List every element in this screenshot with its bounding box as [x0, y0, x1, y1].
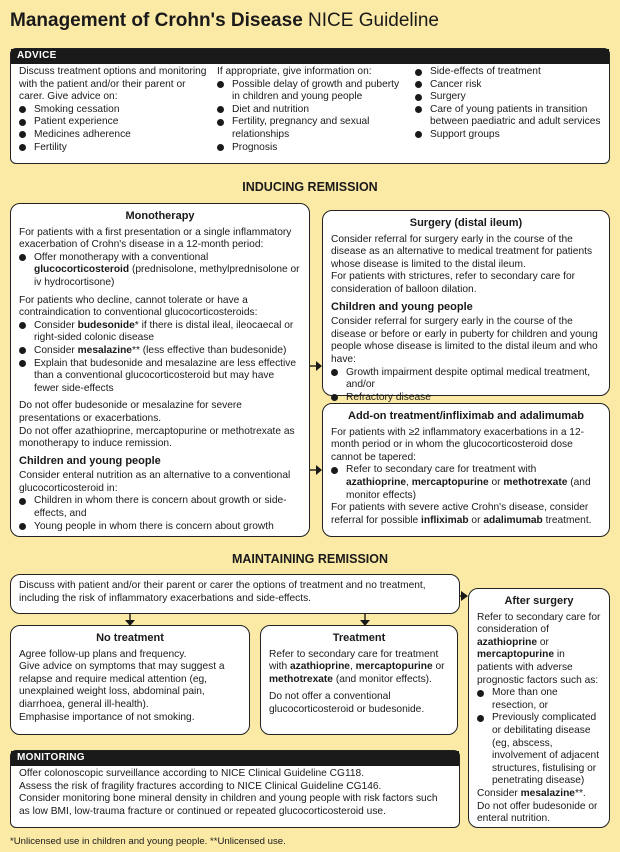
footnote: *Unlicensed use in children and young people. **Unlicensed use. [10, 836, 286, 847]
addon-p1: For patients with ≥2 inflammatory exacerbations in a 12-month period or in whom the glucocorticosteroid dose cannot be tapered: [331, 426, 585, 463]
list-item: Support groups [415, 129, 603, 142]
list-item: Fertility [19, 142, 209, 155]
title-main: Management of Crohn's Disease [10, 10, 303, 31]
mono-note-1: Do not offer budesonide or mesalazine for severe presentations or exacerbations. [19, 400, 242, 424]
addon-title: Add-on treatment/infliximab and adalimumab [348, 410, 584, 422]
list-item: Cancer risk [415, 79, 603, 92]
surgery-title: Surgery (distal ileum) [409, 217, 523, 229]
treatment-box [260, 625, 458, 735]
list-item: Patient experience [19, 116, 209, 129]
surgery-cyp-intro: Consider referral for surgery early in the course of the disease or before or early in puberty for children and young people whose disease is limited to the distal ileum and who have: [331, 316, 598, 365]
list-item: Smoking cessation [19, 104, 209, 117]
mono-intro: For patients with a first presentation or a single inflammatory exacerbation of Crohn's disease in a 12-month period: [19, 226, 292, 251]
list-item: Refractory disease [331, 392, 601, 405]
list-item: Offer monotherapy with a conventional glucocorticosteroid (prednisolone, methylprednisolone or iv hydrocortisone) [19, 252, 301, 290]
after-surgery-title: After surgery [504, 595, 574, 607]
monitoring-line: Consider monitoring bone mineral density in children and young people with risk factors such as low BMI, low-trauma fracture or continued or repeated glucocorticosteroid use. [19, 793, 438, 817]
no-treatment-title: No treatment [96, 632, 164, 644]
list-item: Young people in whom there is concern about growth [19, 521, 301, 534]
no-treatment-p1: Agree follow-up plans and frequency. [19, 648, 187, 660]
list-item: Medicines adherence [19, 129, 209, 142]
treatment-title: Treatment [332, 632, 386, 644]
surgery-cyp-title: Children and young people [331, 300, 473, 313]
list-item: Care of young patients in transition between paediatric and adult services [415, 104, 603, 129]
list-item: Previously complicated or debilitating disease (eg, abscess, involvement of adjacent structures, fistulising or penetrating disease) [477, 712, 601, 788]
list-item: Children in whom there is concern about growth or side-effects, and [19, 495, 301, 520]
after-surgery-p3: Do not offer budesonide or enteral nutrition. [477, 800, 598, 825]
list-item: Diet and nutrition [217, 104, 409, 117]
list-item: Consider budesonide* if there is distal ileal, ileocaecal or right-sided colonic disease [19, 320, 301, 345]
monitoring-line: Assess the risk of fragility fractures according to NICE Clinical Guideline CG146. [19, 780, 382, 792]
advice-col1-intro: Discuss treatment options and monitoring with the patient and/or their parent or carer. Give advice on: [19, 66, 207, 103]
list-item: Fertility, pregnancy and sexual relationships [217, 116, 409, 141]
inducing-heading: INDUCING REMISSION [242, 180, 378, 194]
monitoring-line: Offer colonoscopic surveillance according to NICE Clinical Guideline CG118. [19, 768, 365, 779]
list-item: Explain that budesonide and mesalazine are less effective than a conventional glucocorticosteroid but may have fewer side-effects [19, 358, 301, 396]
monitoring-text [19, 768, 451, 818]
monotherapy-title: Monotherapy [125, 210, 195, 222]
surgery-p1: Consider referral for surgery early in the course of the disease as an alternative to medical treatment for patients whose disease is limited to the distal ileum. [331, 233, 593, 270]
list-item: Consider mesalazine** (less effective than budesonide) [19, 345, 301, 358]
advice-heading: ADVICE [11, 49, 609, 64]
list-item: More than one resection, or [477, 687, 601, 712]
monitoring-panel [10, 750, 460, 828]
mono-note-2: Do not offer azathioprine, mercaptopurine or methotrexate as monotherapy to induce remission. [19, 425, 295, 450]
discuss-text: Discuss with patient and/or their parent or carer the options of treatment and no treatment, including the risk of inflammatory exacerbations and side-effects. [19, 580, 426, 604]
mono-cyp-intro: Consider enteral nutrition as an alternative to a conventional glucocorticosteroid in: [19, 470, 291, 494]
list-item: Prognosis [217, 142, 409, 155]
list-item: Growth impairment despite optimal medical treatment, and/or [331, 367, 601, 392]
no-treatment-box [10, 625, 250, 735]
list-item: Refer to secondary care for treatment with azathioprine, mercaptopurine or methotrexate (and monitor effects) [331, 464, 601, 502]
monitoring-heading: MONITORING [11, 751, 459, 766]
list-item: Surgery [415, 91, 603, 104]
mono-alt-intro: For patients who decline, cannot tolerate or have a contraindication to conventional glucocorticosteroids: [19, 294, 258, 319]
no-treatment-p2: Give advice on symptoms that may suggest a relapse and require medical attention (eg, unexplained weight loss, abdominal pain, diarrhoea, general ill-health). [19, 661, 225, 710]
list-item: Side-effects of treatment [415, 66, 603, 79]
list-item: Possible delay of growth and puberty in children and young people [217, 79, 409, 104]
addon-p2: For patients with severe active Crohn's disease, consider referral for possible infliximab or adalimumab treatment. [331, 502, 592, 526]
advice-col2-intro: If appropriate, give information on: [217, 66, 372, 77]
treatment-p2: Do not offer a conventional glucocorticosteroid or budesonide. [269, 691, 425, 715]
after-surgery-p2: Consider mesalazine**. [477, 787, 586, 799]
treatment-p1: Refer to secondary care for treatment with azathioprine, mercaptopurine or methotrexate (and monitor effects). [269, 648, 445, 685]
after-surgery-p1: Refer to secondary care for consideration of azathioprine or mercaptopurine in patients with adverse prognostic factors such as: [477, 611, 601, 686]
mono-cyp-title: Children and young people [19, 454, 161, 467]
no-treatment-p3: Emphasise importance of not smoking. [19, 711, 195, 723]
title-subtitle: NICE Guideline [308, 10, 439, 31]
maintaining-heading: MAINTAINING REMISSION [231, 552, 389, 566]
surgery-p2: For patients with strictures, refer to secondary care for consideration of balloon dilation. [331, 271, 576, 295]
after-surgery-box [468, 588, 610, 828]
